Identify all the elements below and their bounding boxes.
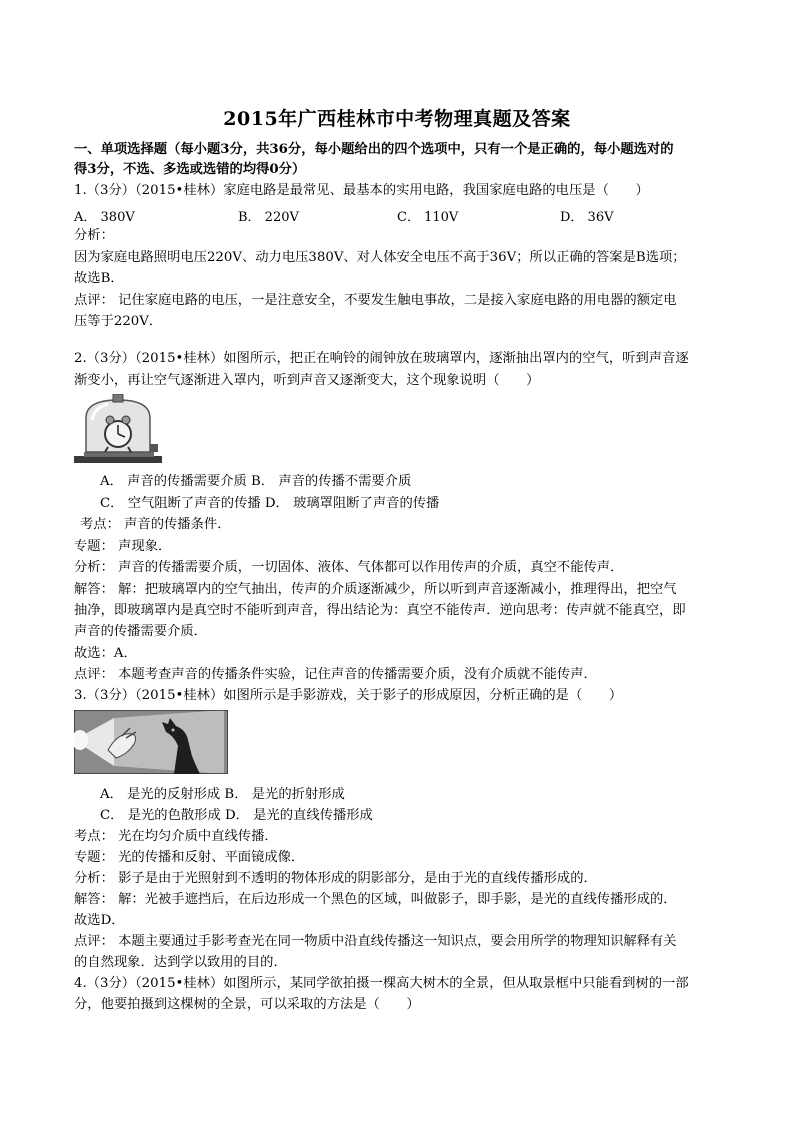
q1-answer: 故选B． xyxy=(74,271,124,286)
q1-comment-line-1: 点评： 记住家庭电路的电压，一是注意安全，不要发生触电事故，二是接入家庭电路的用电器的额定电 xyxy=(74,293,677,308)
q2-jieda-line-1: 解答： 解：把玻璃罩内的空气抽出，传声的介质逐渐减少，所以听到声音逐渐减小，推理得出，把空气 xyxy=(74,582,677,597)
q2-options-line-2: C． 空气阻断了声音的传播 D． 玻璃罩阻断了声音的传播 xyxy=(100,496,440,511)
q1-stem: 1.（3分）（2015•桂林）家庭电路是最常见、最基本的实用电路，我国家庭电路的电压是（ ） xyxy=(74,183,649,198)
q4-stem-line-2: 分，他要拍摄到这棵树的全景，可以采取的方法是（ ） xyxy=(74,997,420,1012)
q2-jieda-line-3: 声音的传播需要介质． xyxy=(74,624,207,639)
q1-analysis-label: 分析： xyxy=(74,228,114,243)
q3-options-line-1: A． 是光的反射形成 B． 是光的折射形成 xyxy=(100,787,345,802)
q2-zhuanti: 专题： 声现象． xyxy=(74,539,172,554)
q1-option-d: D． 36V xyxy=(560,210,614,225)
hand-shadow-figure xyxy=(74,710,228,774)
q2-fenxi: 分析： 声音的传播需要介质，一切固体、液体、气体都可以作用传声的介质，真空不能传声． xyxy=(74,560,624,575)
q3-comment-line-1: 点评： 本题主要通过手影考查光在同一物质中沿直线传播这一知识点，要会用所学的物理知识解释有关 xyxy=(74,934,677,949)
q3-stem: 3.（3分）（2015•桂林）如图所示是手影游戏，关于影子的形成原因，分析正确的是（ ） xyxy=(74,688,623,703)
q2-stem-line-2: 渐变小，再让空气逐渐进入罩内，听到声音又逐渐变大，这个现象说明（ ） xyxy=(74,373,540,388)
q3-comment-line-2: 的自然现象．达到学以致用的目的． xyxy=(74,955,287,970)
q2-options-line-1: A． 声音的传播需要介质 B． 声音的传播不需要介质 xyxy=(100,474,412,489)
q2-jieda-line-2: 抽净，即玻璃罩内是真空时不能听到声音，得出结论为：真空不能传声．逆向思考：传声就不能真空，即 xyxy=(74,603,686,618)
q1-option-a: A． 380V xyxy=(74,210,135,225)
q1-option-c: C． 110V xyxy=(397,210,459,225)
q3-zhuanti: 专题： 光的传播和反射、平面镜成像． xyxy=(74,850,305,865)
q2-kaodian: 考点： 声音的传播条件． xyxy=(80,517,231,532)
q1-comment-line-2: 压等于220V． xyxy=(74,314,163,329)
q3-jieda: 解答： 解：光被手遮挡后，在后边形成一个黑色的区域，叫做影子，即手影，是光的直线传播形成的． xyxy=(74,892,677,907)
q1-option-b: B． 220V xyxy=(238,210,299,225)
q3-kaodian: 考点： 光在均匀介质中直线传播． xyxy=(74,829,278,844)
q3-fenxi: 分析： 影子是由于光照射到不透明的物体形成的阴影部分，是由于光的直线传播形成的． xyxy=(74,871,597,886)
q2-comment: 点评： 本题考查声音的传播条件实验，记住声音的传播需要介质，没有介质就不能传声． xyxy=(74,667,597,682)
q4-stem-line-1: 4.（3分）（2015•桂林）如图所示，某同学欲拍摄一棵高大树木的全景，但从取景框中只能看到树的一部 xyxy=(74,976,689,991)
section-heading-line-1: 一、单项选择题（每小题3分，共36分，每小题给出的四个选项中，只有一个是正确的，每小题选对的 xyxy=(74,142,674,157)
q3-answer: 故选D． xyxy=(74,913,125,928)
page-title: 2015年广西桂林市中考物理真题及答案 xyxy=(223,108,571,130)
q1-analysis-text: 因为家庭电路照明电压220V、动力电压380V、对人体安全电压不高于36V；所以正确的答案是B选项； xyxy=(74,250,686,265)
section-heading-line-2: 得3分，不选、多选或选错的均得0分） xyxy=(74,162,306,177)
q2-stem-line-1: 2.（3分）（2015•桂林）如图所示，把正在响铃的闹钟放在玻璃罩内，逐渐抽出罩内的空气，听到声音逐 xyxy=(74,351,689,366)
q2-answer: 故选：A． xyxy=(74,646,137,661)
q3-options-line-2: C． 是光的色散形成 D． 是光的直线传播形成 xyxy=(100,808,373,823)
bell-jar-alarm-clock-figure xyxy=(74,394,162,466)
